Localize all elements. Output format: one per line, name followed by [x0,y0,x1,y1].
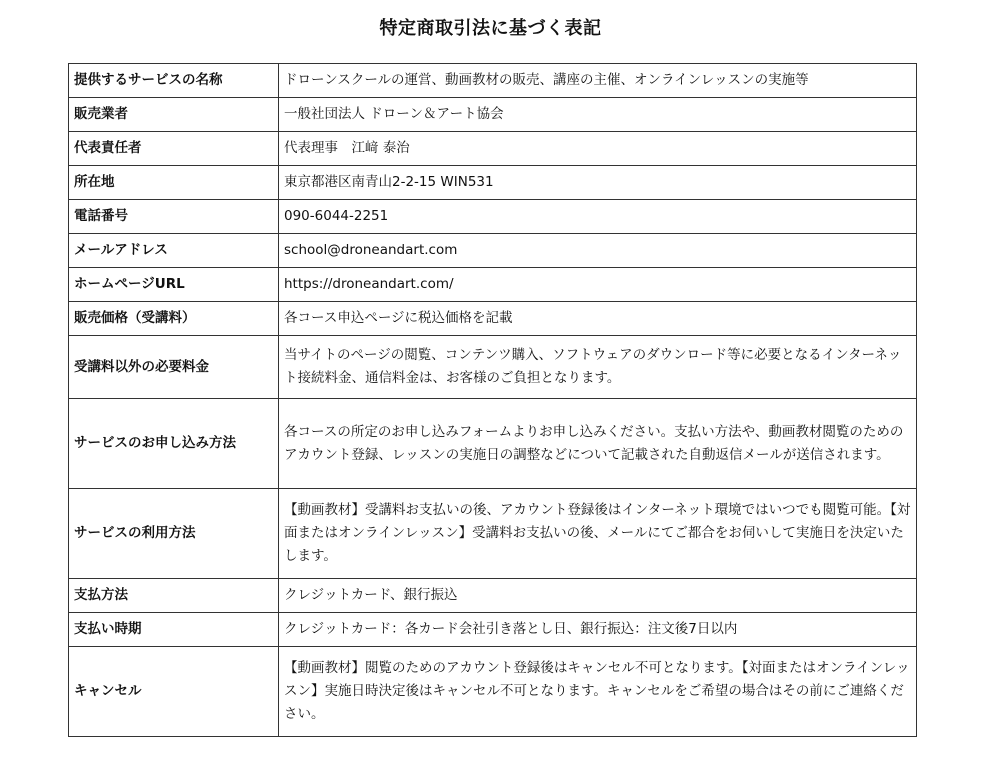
table-row [69,166,917,200]
table-row [69,399,917,489]
page-title: 特定商取引法に基づく表記 [379,18,602,39]
row-label: キャンセル [69,647,279,737]
table-row [69,268,917,302]
email-value[interactable]: school@droneandart.com [279,234,917,268]
row-value: 各コースの所定のお申し込みフォームよりお申し込みください。支払い方法や、動画教材閲覧のためのアカウント登録、レッスンの実施日の調整などについて記載された自動返信メールが送信されます。 [279,399,917,489]
row-value: 一般社団法人 ドローン＆アート協会 [279,98,917,132]
table-row [69,64,917,98]
row-label: 電話番号 [69,200,279,234]
table-row [69,200,917,234]
table-row [69,132,917,166]
row-label: サービスの利用方法 [69,489,279,579]
row-value: ドローンスクールの運営、動画教材の販売、講座の主催、オンラインレッスンの実施等 [279,64,917,98]
row-value: 当サイトのページの閲覧、コンテンツ購入、ソフトウェアのダウンロード等に必要となるインターネット接続料金、通信料金は、お客様のご負担となります。 [279,336,917,399]
row-label: 支払方法 [69,579,279,613]
row-value: 東京都港区南青山2-2-15 WIN531 [279,166,917,200]
legal-notice-table [68,63,917,737]
row-label: 提供するサービスの名称 [69,64,279,98]
row-label: 受講料以外の必要料金 [69,336,279,399]
row-value: 090-6044-2251 [279,200,917,234]
table-row [69,336,917,399]
table-row [69,613,917,647]
row-label: 代表責任者 [69,132,279,166]
row-value: クレジットカード：各カード会社引き落とし日、銀行振込：注文後7日以内 [279,613,917,647]
row-value: 【動画教材】閲覧のためのアカウント登録後はキャンセル不可となります。【対面またはオンラインレッスン】実施日時決定後はキャンセル不可となります。キャンセルをご希望の場合はその前にご連絡ください。 [279,647,917,737]
row-value: 代表理事 江﨑 泰治 [279,132,917,166]
table-row [69,98,917,132]
homepage-url-value[interactable]: https://droneandart.com/ [279,268,917,302]
row-label: サービスのお申し込み方法 [69,399,279,489]
row-value: クレジットカード、銀行振込 [279,579,917,613]
row-label: ホームページURL [69,268,279,302]
row-label: 所在地 [69,166,279,200]
table-row [69,647,917,737]
table-row [69,302,917,336]
table-row [69,489,917,579]
row-value: 【動画教材】受講料お支払いの後、アカウント登録後はインターネット環境ではいつでも閲覧可能。【対面またはオンラインレッスン】受講料お支払いの後、メールにてご都合をお伺いして実施日を決定いたします。 [279,489,917,579]
row-value: 各コース申込ページに税込価格を記載 [279,302,917,336]
row-label: メールアドレス [69,234,279,268]
table-row [69,579,917,613]
table-row [69,234,917,268]
row-label: 販売価格（受講料） [69,302,279,336]
row-label: 販売業者 [69,98,279,132]
row-label: 支払い時期 [69,613,279,647]
